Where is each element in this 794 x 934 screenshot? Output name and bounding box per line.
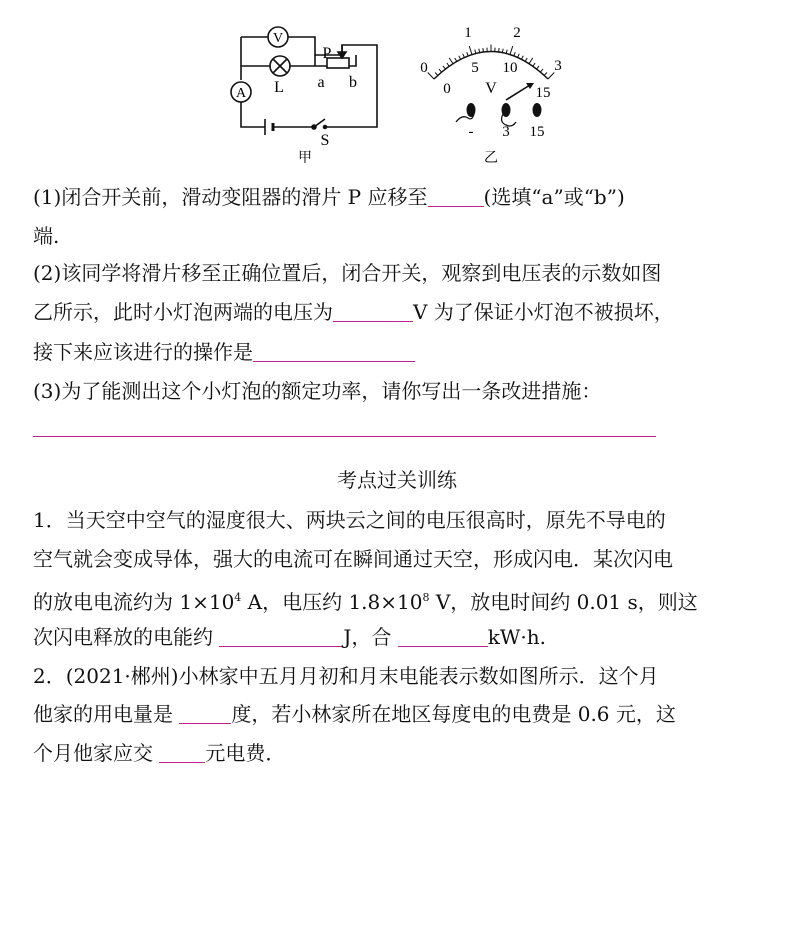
ammeter-symbol xyxy=(231,82,251,102)
svg-text:V: V xyxy=(272,31,284,46)
p1-line2: 空气就会变成导体，强大的电流可在瞬间通过天空，形成闪电．某次闪电 xyxy=(33,547,673,571)
q1-line1 xyxy=(33,183,625,211)
p1-line1: 1．当天空中空气的湿度很大、两块云之间的电压很高时，原先不导电的 xyxy=(33,508,666,532)
p2-line3 xyxy=(33,739,285,767)
dial-tick xyxy=(529,58,533,64)
figures xyxy=(0,0,794,170)
terminal-minus: - xyxy=(468,124,474,140)
p1-line4 xyxy=(33,623,546,651)
dial-tick xyxy=(510,46,513,55)
dial-tick xyxy=(514,52,515,56)
q2-line2 xyxy=(33,298,674,326)
section-title: 考点过关训练 xyxy=(337,468,457,492)
voltmeter-symbol xyxy=(268,27,288,47)
terminal-15: 15 xyxy=(529,124,545,140)
p2-text-a: 他家的用电量是 xyxy=(33,702,180,726)
scale-bottom-0: 0 xyxy=(443,81,451,97)
dial-tick xyxy=(469,46,472,55)
p1-line3 xyxy=(33,584,698,616)
dial-tick xyxy=(483,48,484,52)
dial-tick xyxy=(533,63,535,66)
p2-line1: 2．(2021·郴州)小林家中五月月初和月末电能表示数如图所示．这个月 xyxy=(33,664,659,688)
dial-tick xyxy=(463,54,465,58)
p1-text-e: J，合 xyxy=(343,625,398,649)
end-b-label: b xyxy=(349,74,357,91)
scale-bottom-5: 5 xyxy=(471,60,479,76)
dial-tick xyxy=(459,56,461,60)
q2-text-c: 接下来应该进行的操作是 xyxy=(33,340,253,364)
p1-energy-joule-blank[interactable] xyxy=(219,626,343,647)
lamp-symbol xyxy=(270,56,290,76)
p2-line2 xyxy=(33,700,676,728)
q2-text-a: 乙所示，此时小灯泡两端的电压为 xyxy=(33,300,333,324)
end-a-label: a xyxy=(317,74,325,91)
q2-operation-blank[interactable] xyxy=(253,341,415,362)
dial-tick xyxy=(467,52,468,56)
dial-tick xyxy=(521,56,523,60)
p1-text-f: kW·h. xyxy=(487,625,547,649)
lamp-label: L xyxy=(274,79,284,96)
dial-tick xyxy=(475,50,476,54)
p1-text-c: V，放电时间约 0.01 s，则这 xyxy=(429,590,698,614)
p2-text-c: 个月他家应交 xyxy=(33,741,160,765)
slider-label: P xyxy=(322,45,332,62)
dial-tick xyxy=(544,72,547,75)
scale-top-1: 1 xyxy=(464,25,472,41)
dial-tick xyxy=(540,69,543,72)
dial-tick xyxy=(428,73,434,79)
q1-line2: 端. xyxy=(33,224,60,248)
p1-energy-kwh-blank[interactable] xyxy=(398,626,488,647)
dial-tick xyxy=(443,66,445,69)
dial-tick xyxy=(518,54,520,58)
p1-exponent-current: 4 xyxy=(234,591,242,604)
figure-yi-caption: 乙 xyxy=(484,151,498,166)
p1-exponent-voltage: 8 xyxy=(422,591,430,604)
dial-tick xyxy=(537,66,539,69)
scale-top-0: 0 xyxy=(420,60,428,76)
dial-meter-label: V xyxy=(485,80,497,97)
q3-answer-blank[interactable] xyxy=(33,436,656,437)
figure-jia-caption: 甲 xyxy=(298,151,312,166)
dial-tick xyxy=(499,48,500,52)
p1-text-b: A，电压约 1.8×10 xyxy=(241,590,423,614)
p2-usage-blank[interactable] xyxy=(179,703,231,724)
terminals xyxy=(456,103,542,126)
dial-tick xyxy=(439,69,442,72)
dial-tick xyxy=(506,50,507,54)
svg-text:A: A xyxy=(235,86,247,101)
scale-bottom-15: 15 xyxy=(535,85,551,101)
dial-tick xyxy=(449,58,453,64)
scale-bottom-10: 10 xyxy=(502,60,518,76)
p1-text-a: 的放电电流约为 1×10 xyxy=(33,590,235,614)
terminal-3: 3 xyxy=(502,124,510,140)
q1-answer-blank[interactable] xyxy=(428,186,484,207)
q3-line1: (3)为了能测出这个小灯泡的额定功率，请你写出一条改进措施： xyxy=(33,379,602,403)
dial-tick xyxy=(525,58,527,61)
q2-line1: (2)该同学将滑片移至正确位置后，闭合开关，观察到电压表的示数如图 xyxy=(33,261,662,285)
scale-top-3: 3 xyxy=(554,58,562,74)
q1-text-b: (选填“a”或“b”) xyxy=(483,185,625,209)
q2-voltage-blank[interactable] xyxy=(333,301,413,322)
switch-label: S xyxy=(320,132,330,149)
q1-text-a: (1)闭合开关前，滑动变阻器的滑片 P 应移至 xyxy=(33,185,428,209)
q2-line3 xyxy=(33,338,415,366)
dial-tick xyxy=(455,58,457,61)
dial-tick xyxy=(435,72,438,75)
p2-text-d: 元电费． xyxy=(205,741,286,765)
dial-tick xyxy=(447,63,449,66)
p2-text-b: 度，若小林家所在地区每度电的电费是 0.6 元，这 xyxy=(231,702,676,726)
scale-top-2: 2 xyxy=(513,25,521,41)
p1-text-d: 次闪电释放的电能约 xyxy=(33,625,220,649)
p2-cost-blank[interactable] xyxy=(159,742,205,763)
q2-text-b: V 为了保证小灯泡不被损坏， xyxy=(413,300,674,324)
